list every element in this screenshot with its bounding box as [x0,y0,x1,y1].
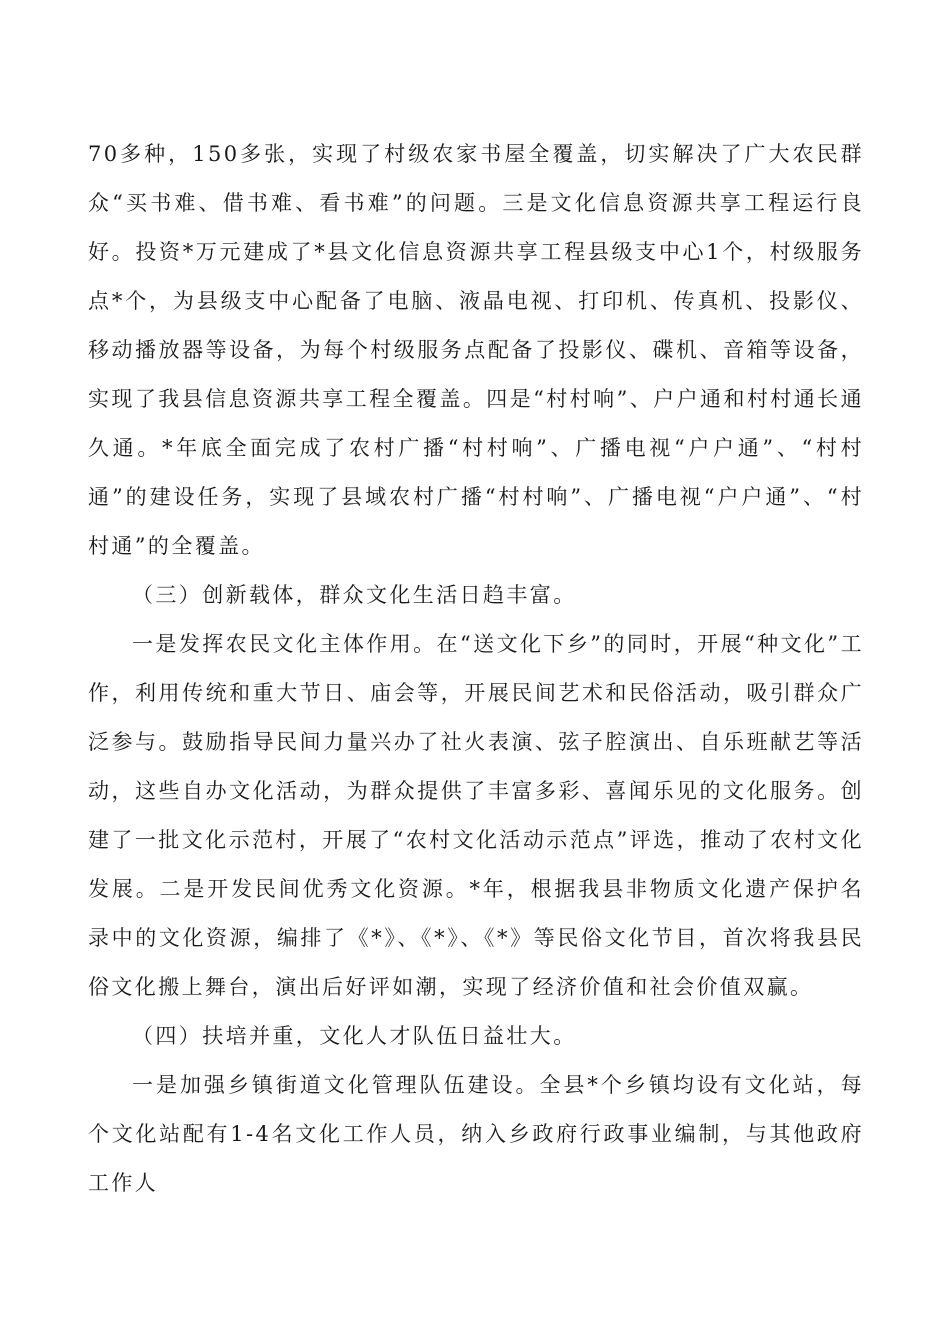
paragraph-section-4: 一是加强乡镇街道文化管理队伍建设。全县*个乡镇均设有文化站，每个文化站配有1-4名文化工作人员，纳入乡政府行政事业编制，与其他政府工作人 [88,1073,864,1195]
paragraph-section-3: 一是发挥农民文化主体作用。在“送文化下乡”的同时，开展“种文化”工作，利用传统和重大节日、庙会等，开展民间艺术和民俗活动，吸引群众广泛参与。鼓励指导民间力量兴办了社火表演、弦子腔演出、自乐班献艺等活动，这些自办文化活动，为群众提供了丰富多彩、喜闻乐见的文化服务。创建了一批文化示范村，开展了“农村文化活动示范点”评选，推动了农村文化发展。二是开发民间优秀文化资源。*年，根据我县非物质文化遗产保护名录中的文化资源，编排了《*》、《*》、《*》等民俗文化节目，首次将我县民俗文化搬上舞台，演出后好评如潮，实现了经济价值和社会价值双赢。 [88,632,864,999]
section-heading-3: （三）创新载体，群众文化生活日趋丰富。 [132,583,577,607]
section-heading-4: （四）扶培并重，文化人才队伍日益壮大。 [132,1024,577,1048]
paragraph-continuation: 70多种，150多张，实现了村级农家书屋全覆盖，切实解决了广大农民群众“买书难、借书难、看书难”的问题。三是文化信息资源共享工程运行良好。投资*万元建成了*县文化信息资源共享工程县级支中心1个，村级服务点*个，为县级支中心配备了电脑、液晶电视、打印机、传真机、投影仪、移动播放器等设备，为每个村级服务点配备了投影仪、碟机、音箱等设备，实现了我县信息资源共享工程全覆盖。四是“村村响”、户户通和村村通长通久通。*年底全面完成了农村广播“村村响”、广播电视“户户通”、“村村通”的建设任务，实现了县域农村广播“村村响”、广播电视“户户通”、“村村通”的全覆盖。 [88,142,864,558]
document-body [88,130,864,1208]
